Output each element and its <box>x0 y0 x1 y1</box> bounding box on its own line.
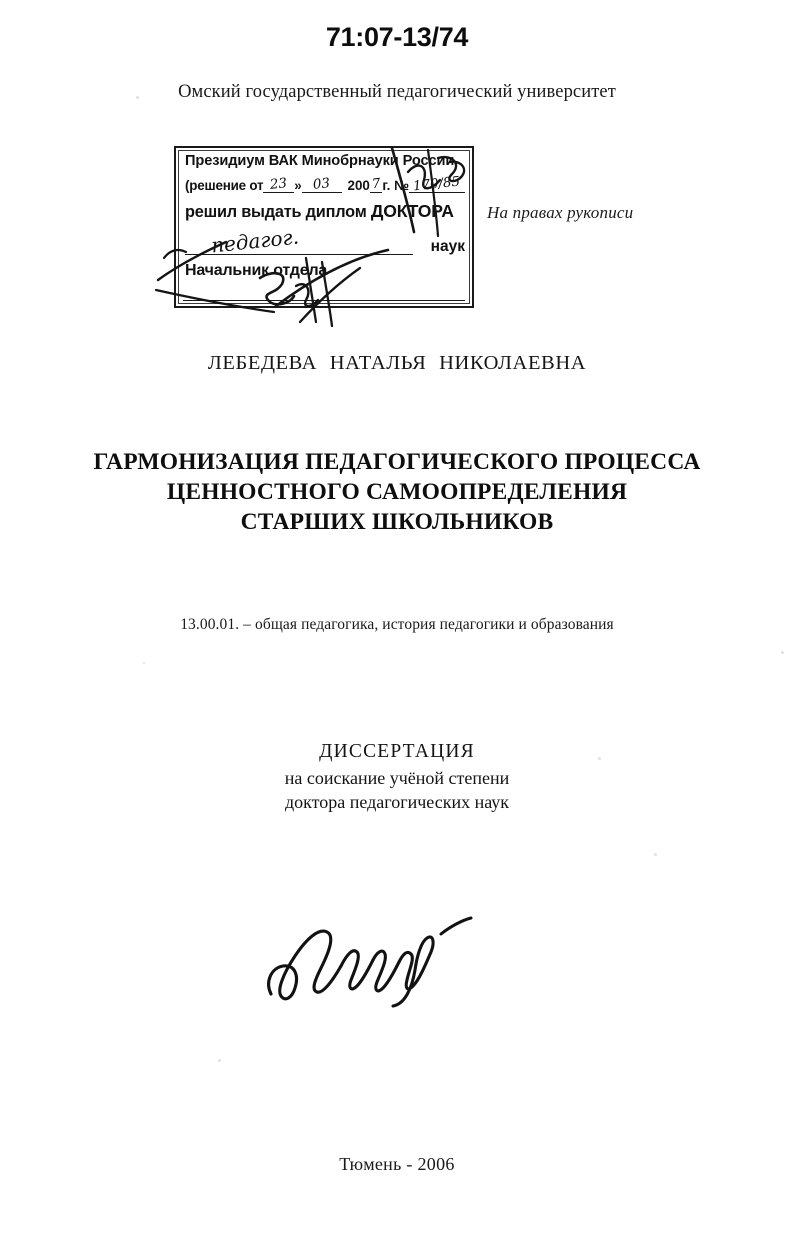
stamp-content <box>174 146 474 308</box>
stamp-field-handwritten: педагог. <box>209 224 300 258</box>
stamp-quote-mark: » <box>294 178 302 193</box>
title-line-2: ЦЕННОСТНОГО САМООПРЕДЕЛЕНИЯ <box>166 479 628 505</box>
stamp-year-prefix: 200 <box>347 178 370 193</box>
stamp-day-blank <box>263 177 294 193</box>
scan-speckle <box>598 757 601 760</box>
document-type-heading: ДИССЕРТАЦИЯ <box>319 741 475 762</box>
scan-speckle <box>218 1059 221 1062</box>
scan-speckle <box>136 96 139 99</box>
stamp-number-blank <box>409 176 465 193</box>
stamp-authority-line: Президиум ВАК Минобрнауки России <box>185 153 455 169</box>
scan-speckle <box>143 662 145 664</box>
scan-speckle <box>654 853 657 856</box>
specialty-code: 13.00.01. – общая педагогика, история педагогики и образования <box>180 616 614 633</box>
author-signature <box>255 890 485 1010</box>
manuscript-rights-note: На правах рукописи <box>487 203 634 222</box>
stamp-award-degree: ДОКТОРА <box>370 201 454 221</box>
scan-speckle <box>781 651 784 654</box>
stamp-field-line <box>185 224 465 258</box>
city-and-year: Тюмень - 2006 <box>339 1154 455 1174</box>
vak-approval-stamp <box>174 146 474 308</box>
author-name: ЛЕБЕДЕВА НАТАЛЬЯ НИКОЛАЕВНА <box>207 352 587 374</box>
stamp-award-prefix: решил выдать диплом <box>185 203 367 221</box>
archive-number: 71:07-13/74 <box>325 22 469 52</box>
university-name: Омский государственный педагогический университет <box>178 82 616 102</box>
author-signature-icon <box>255 890 485 1010</box>
title-line-3: СТАРШИХ ШКОЛЬНИКОВ <box>240 509 554 535</box>
degree-line-1: на соискание учёной степени <box>284 768 510 788</box>
stamp-award-line <box>185 201 465 222</box>
stamp-year-suffix: г. № <box>382 178 409 193</box>
stamp-year-handwritten: 7 <box>371 176 382 193</box>
stamp-nauk-label: наук <box>430 238 465 255</box>
stamp-signature-rule <box>183 300 465 301</box>
stamp-decision-line <box>185 176 465 193</box>
stamp-month-handwritten: 03 <box>312 176 331 193</box>
stamp-number-handwritten: 170/85 <box>412 174 462 195</box>
degree-line-2: доктора педагогических наук <box>284 792 510 812</box>
title-line-1: ГАРМОНИЗАЦИЯ ПЕДАГОГИЧЕСКОГО ПРОЦЕССА <box>93 449 701 475</box>
stamp-month-blank <box>302 177 342 193</box>
stamp-decision-prefix: (решение от <box>185 178 264 193</box>
stamp-year-blank <box>370 176 383 193</box>
dissertation-title <box>0 447 794 537</box>
stamp-official-title: Начальник отдела <box>185 262 328 279</box>
stamp-day-handwritten: 23 <box>269 176 289 193</box>
